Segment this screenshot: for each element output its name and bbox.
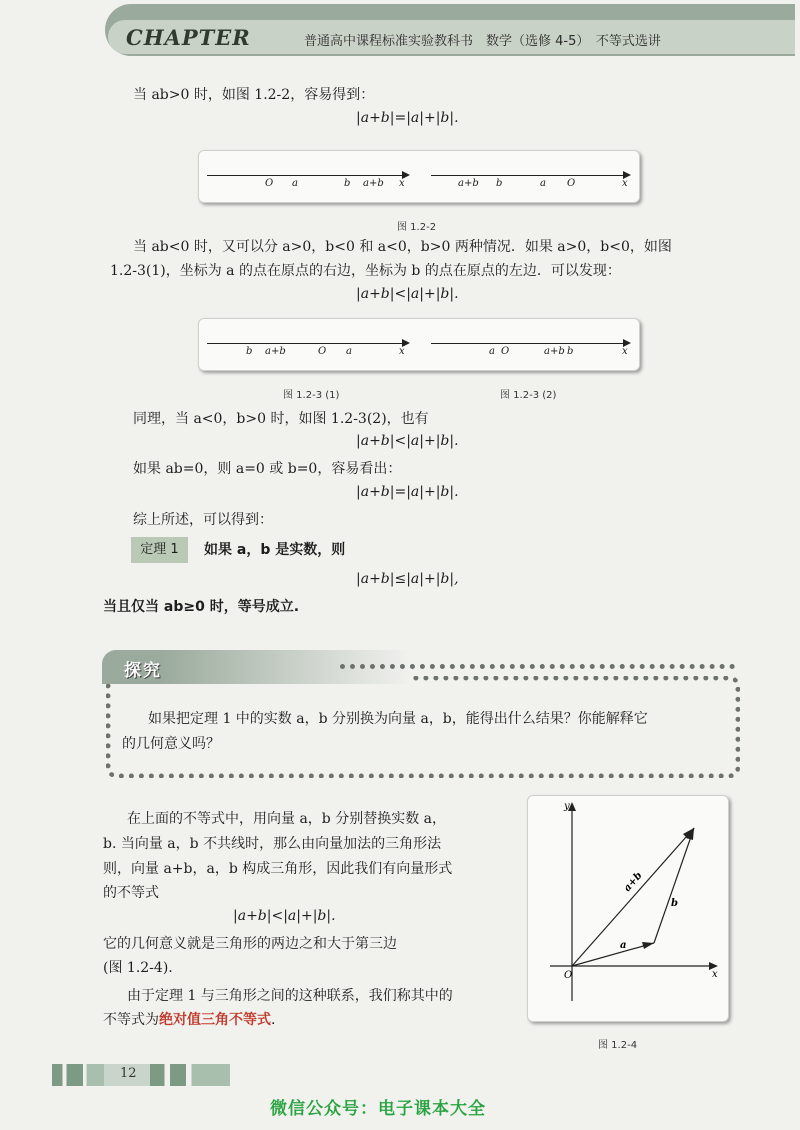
vector-para-1: 在上面的不等式中，用向量 a，b 分别替换实数 a， — [127, 811, 447, 827]
vector-para-6: (图 1.2-4). — [103, 960, 173, 976]
label-a: a — [346, 346, 352, 357]
label-x: x — [399, 178, 405, 189]
label-y: y — [564, 801, 570, 812]
arrowhead-icon — [642, 942, 654, 949]
label-a-plus-b: a+b — [265, 346, 286, 357]
theorem-condition: 当且仅当 ab≥0 时，等号成立. — [103, 599, 300, 615]
figure-1-2-3 — [198, 318, 640, 371]
term-absolute-triangle-inequality: 绝对值三角不等式 — [159, 1012, 271, 1028]
figure-1-2-4 — [527, 795, 729, 1022]
vector-para-8 — [103, 1009, 275, 1031]
vector-para-4: 的不等式 — [103, 885, 159, 901]
label-a-plus-b: a+b — [363, 178, 384, 189]
vector-formula: |a+b|<|a|+|b|. — [233, 908, 336, 924]
formula-theorem: |a+b|≤|a|+|b|, — [356, 571, 459, 587]
figure-caption: 图 1.2-4 — [598, 1040, 638, 1051]
figure-caption-2: 图 1.2-3 (2) — [500, 390, 557, 401]
explore-question-cont: 的几何意义吗？ — [122, 736, 220, 752]
chapter-label: CHAPTER — [126, 25, 251, 50]
number-line-a — [207, 343, 402, 344]
label-vector-a-plus-b: a+b — [621, 870, 645, 894]
theorem-statement: 如果 a，b 是实数，则 — [204, 542, 346, 558]
vector-para-5: 它的几何意义就是三角形的两边之和大于第三边 — [103, 936, 397, 952]
label-origin: O — [564, 970, 573, 981]
formula-equal-2: |a+b|=|a|+|b|. — [356, 484, 459, 500]
vector-para-8-end: . — [271, 1012, 276, 1028]
label-origin: O — [318, 346, 327, 357]
para-similarly: 同理，当 a<0，b>0 时，如图 1.2-3(2)，也有 — [133, 411, 429, 427]
number-line-a — [207, 175, 402, 176]
label-origin: O — [567, 178, 576, 189]
vector-para-8-text: 不等式为 — [103, 1012, 159, 1028]
wechat-watermark: 微信公众号：电子课本大全 — [270, 1099, 486, 1119]
formula-less-2: |a+b|<|a|+|b|. — [356, 433, 459, 449]
number-line-b — [431, 343, 623, 344]
label-origin: O — [501, 346, 510, 357]
book-title: 普通高中课程标准实验教科书 数学（选修 4-5） 不等式选讲 — [304, 34, 661, 49]
figure-1-2-2 — [198, 150, 640, 203]
explore-title: 探究 — [124, 661, 162, 681]
label-origin: O — [265, 178, 274, 189]
label-x: x — [622, 346, 628, 357]
label-b: b — [567, 346, 574, 357]
label-x: x — [399, 346, 405, 357]
label-b: b — [344, 178, 351, 189]
formula-equal-1: |a+b|=|a|+|b|. — [356, 110, 459, 126]
figure-caption: 图 1.2-2 — [397, 222, 437, 233]
theorem-tag: 定理 1 — [131, 537, 188, 563]
footer-bar-left — [52, 1064, 104, 1086]
vector-para-7: 由于定理 1 与三角形之间的这种联系，我们称其中的 — [127, 988, 453, 1004]
vector-para-3: 则，向量 a+b，a，b 构成三角形，因此我们有向量形式 — [103, 861, 453, 877]
para-summary: 综上所述，可以得到： — [133, 512, 273, 528]
vector-a-plus-b — [572, 828, 694, 966]
para-ab-negative-cont: 1.2-3(1)，坐标为 a 的点在原点的右边，坐标为 b 的点在原点的左边．可以发现： — [110, 263, 621, 279]
label-a: a — [489, 346, 495, 357]
label-a-plus-b: a+b — [458, 178, 479, 189]
page-number: 12 — [120, 1066, 137, 1081]
vector-b — [654, 828, 694, 943]
triangle-vector-diagram — [528, 796, 728, 1021]
formula-less-1: |a+b|<|a|+|b|. — [356, 286, 459, 302]
label-vector-a: a — [620, 940, 627, 951]
label-b: b — [246, 346, 253, 357]
label-b: b — [496, 178, 503, 189]
label-a: a — [292, 178, 298, 189]
footer-bar-right — [150, 1064, 230, 1086]
number-line-b — [431, 175, 623, 176]
label-vector-b: b — [671, 898, 678, 909]
vector-a — [572, 943, 654, 966]
label-a-plus-b: a+b — [544, 346, 565, 357]
explore-question: 如果把定理 1 中的实数 a，b 分别换为向量 a，b，能得出什么结果？你能解释它 — [148, 711, 648, 727]
vector-para-2: b. 当向量 a，b 不共线时，那么由向量加法的三角形法 — [103, 836, 442, 852]
figure-caption-1: 图 1.2-3 (1) — [283, 390, 340, 401]
para-ab-zero: 如果 ab=0，则 a=0 或 b=0，容易看出： — [133, 461, 402, 477]
label-a: a — [540, 178, 546, 189]
para-ab-negative: 当 ab<0 时，又可以分 a>0，b<0 和 a<0，b>0 两种情况．如果 a>0，b<0，如图 — [133, 239, 672, 255]
label-x: x — [622, 178, 628, 189]
label-x: x — [712, 969, 718, 980]
para-ab-positive: 当 ab>0 时，如图 1.2-2，容易得到： — [133, 87, 375, 103]
explore-dotted-line — [340, 664, 735, 669]
